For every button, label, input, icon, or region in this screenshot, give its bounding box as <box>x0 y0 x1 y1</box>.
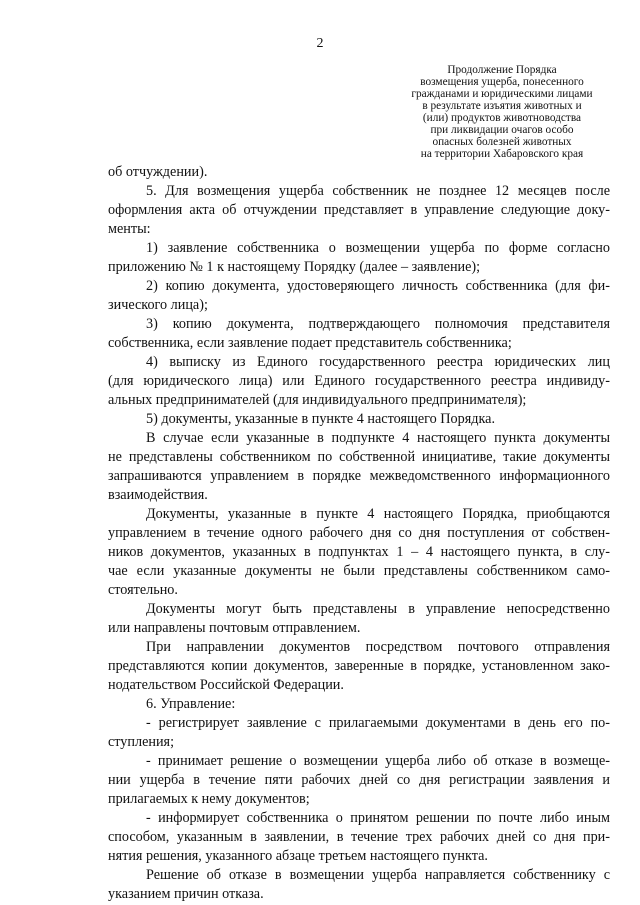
text-line: чае если указанные документы не были представлены собственником само- <box>108 563 610 579</box>
paragraph-continuation <box>108 163 610 182</box>
text-line: указанием причин отказа. <box>108 886 264 902</box>
text-line: - регистрирует заявление с прилагаемыми документами в день его по- <box>146 715 610 731</box>
text-line: собственника, если заявление подает представитель собственника; <box>108 335 512 351</box>
text-line: нодательством Российской Федерации. <box>108 677 344 693</box>
text-line: нии ущерба в течение пяти рабочих дней со дня регистрации заявления и <box>108 772 610 788</box>
text-line: нятия решения, указанного абзаце третьем настоящего пункта. <box>108 848 488 864</box>
text-line: 4) выписку из Единого государственного реестра юридических лиц <box>146 354 610 370</box>
text-line: прилагаемых к нему документов; <box>108 791 310 807</box>
text-line: об отчуждении). <box>108 164 208 180</box>
header-line: в результате изъятия животных и <box>422 100 582 112</box>
document-body <box>108 163 610 904</box>
paragraph-item-6 <box>108 695 610 714</box>
text-line: взаимодействия. <box>108 487 208 503</box>
paragraph-documents-attached <box>108 505 610 600</box>
text-line: ступления; <box>108 734 175 750</box>
text-line: 3) копию документа, подтверждающего полномочия представителя <box>146 316 610 332</box>
text-line: 6. Управление: <box>146 696 236 712</box>
paragraph-item-5 <box>108 182 610 239</box>
text-line: 5. Для возмещения ущерба собственник не позднее 12 месяцев после <box>146 183 610 199</box>
header-line: (или) продуктов животноводства <box>422 112 582 124</box>
text-line: запрашиваются управлением в порядке межведомственного информационного <box>108 468 610 484</box>
text-line: не представлены собственником по собственной инициативе, такие документы <box>108 449 610 465</box>
header-line: гражданами и юридическими лицами <box>411 88 593 100</box>
paragraph-registers <box>108 714 610 752</box>
text-line: приложению № 1 к настоящему Порядку (далее – заявление); <box>108 259 481 275</box>
paragraph-interagency-request <box>108 429 610 505</box>
text-line: управлением в течение одного рабочего дня со дня поступления от собствен- <box>108 525 610 541</box>
text-line: - информирует собственника о принятом решении по почте либо иным <box>146 810 610 826</box>
text-line: ников документов, указанных в подпунктах 1 – 4 настоящего пункта, в слу- <box>108 544 610 560</box>
paragraph-subitem-4 <box>108 353 610 410</box>
paragraph-refusal <box>108 866 610 904</box>
header-line: возмещения ущерба, понесенного <box>420 76 584 88</box>
paragraph-postal-copies <box>108 638 610 695</box>
header-line: при ликвидации очагов особо <box>430 124 574 136</box>
text-line: представляются копии документов, заверенные в порядке, установленном зако- <box>108 658 610 674</box>
paragraph-subitem-5 <box>108 410 610 429</box>
header-line: на территории Хабаровского края <box>420 148 584 160</box>
text-line: Решение об отказе в возмещении ущерба направляется собственнику с <box>146 867 610 883</box>
paragraph-subitem-2 <box>108 277 610 315</box>
text-line: способом, указанным в заявлении, в течение трех рабочих дней со дня при- <box>108 829 610 845</box>
paragraph-subitem-1 <box>108 239 610 277</box>
document-continuation-header <box>392 64 612 160</box>
text-line: оформления акта об отчуждении представляет в управление следующие доку- <box>108 202 610 218</box>
text-line: В случае если указанные в подпункте 4 настоящего пункта документы <box>146 430 610 446</box>
text-line: зического лица); <box>108 297 208 313</box>
header-line: опасных болезней животных <box>432 136 572 148</box>
text-line: - принимает решение о возмещении ущерба либо об отказе в возмеще- <box>146 753 610 769</box>
text-line: 2) копию документа, удостоверяющего личность собственника (для фи- <box>146 278 610 294</box>
text-line: 5) документы, указанные в пункте 4 настоящего Порядка. <box>146 411 495 427</box>
text-line: или направлены почтовым отправлением. <box>108 620 361 636</box>
text-line: При направлении документов посредством почтового отправления <box>146 639 610 655</box>
paragraph-informs <box>108 809 610 866</box>
text-line: стоятельно. <box>108 582 178 598</box>
text-line: (для юридического лица) или Единого государственного реестра индивиду- <box>108 373 610 389</box>
paragraph-subitem-3 <box>108 315 610 353</box>
text-line: Документы, указанные в пункте 4 настоящего Порядка, приобщаются <box>146 506 610 522</box>
text-line: 1) заявление собственника о возмещении ущерба по форме согласно <box>146 240 610 256</box>
text-line: менты: <box>108 221 151 237</box>
text-line: альных предпринимателей (для индивидуального предпринимателя); <box>108 392 527 408</box>
paragraph-submission-methods <box>108 600 610 638</box>
page-number: 2 <box>316 36 324 51</box>
header-line: Продолжение Порядка <box>447 64 557 76</box>
text-line: Документы могут быть представлены в управление непосредственно <box>146 601 610 617</box>
paragraph-decides <box>108 752 610 809</box>
